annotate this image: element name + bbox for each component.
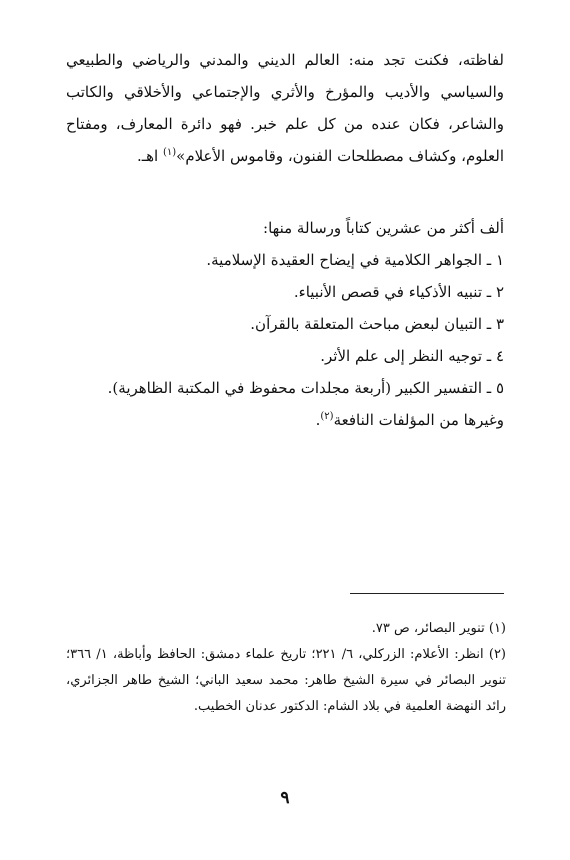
closing-end: . xyxy=(315,411,321,429)
footnote-1: (١) تنوير البصائر، ص ٧٣. xyxy=(371,621,506,636)
closing-text: وغيرها من المؤلفات النافعة xyxy=(333,411,504,429)
work-item-4: ٤ ـ توجيه النظر إلى علم الأثر. xyxy=(320,347,504,365)
footnote-ref-2[interactable]: (٢) xyxy=(320,411,334,422)
works-heading: ألف أكثر من عشرين كتاباً ورسالة منها: xyxy=(263,219,504,237)
work-item-3: ٣ ـ التبيان لبعض مباحث المتعلقة بالقرآن. xyxy=(250,315,504,333)
closing-line xyxy=(66,404,504,436)
footnote-separator xyxy=(350,593,504,594)
footnote-2: (٢) انظر: الأعلام: الزركلي، ٦/ ٢٢١؛ تاريخ علماء دمشق: الحافظ وأباظة، ١/ ٣٦٦؛ تنوير البصائر في سيرة الشيخ طاهر: محمد سعيد الباني؛ الشيخ طاهر الجزائري، رائد النهضة العلمية في بلاد الشام: الدكتور عدنان الخطيب. xyxy=(66,647,506,714)
footnotes xyxy=(66,616,506,720)
page-number: ٩ xyxy=(280,788,290,808)
work-item-5: ٥ ـ التفسير الكبير (أربعة مجلدات محفوظ في المكتبة الظاهرية). xyxy=(107,379,504,397)
footnote-ref-1[interactable]: (١) xyxy=(162,147,177,158)
intro-end: اهـ. xyxy=(136,147,163,165)
work-item-2: ٢ ـ تنبيه الأذكياء في قصص الأنبياء. xyxy=(293,283,504,301)
intro-paragraph xyxy=(66,44,504,172)
paragraph-gap xyxy=(66,172,504,212)
main-text xyxy=(66,44,504,436)
intro-text: لفاظته، فكنت تجد منه: العالم الديني والمدني والرياضي والطبيعي والسياسي والأديب والمؤرخ والأثري والإجتماعي والأخلاقي والكاتب والشاعر، فكان عنده من كل علم خبر. فهو دائرة المعارف، ومفتاح العلوم، وكشاف مصطلحات الفنون، وقاموس الأعلام» xyxy=(66,51,504,165)
work-item-1: ١ ـ الجواهر الكلامية في إيضاح العقيدة الإسلامية. xyxy=(206,251,504,269)
